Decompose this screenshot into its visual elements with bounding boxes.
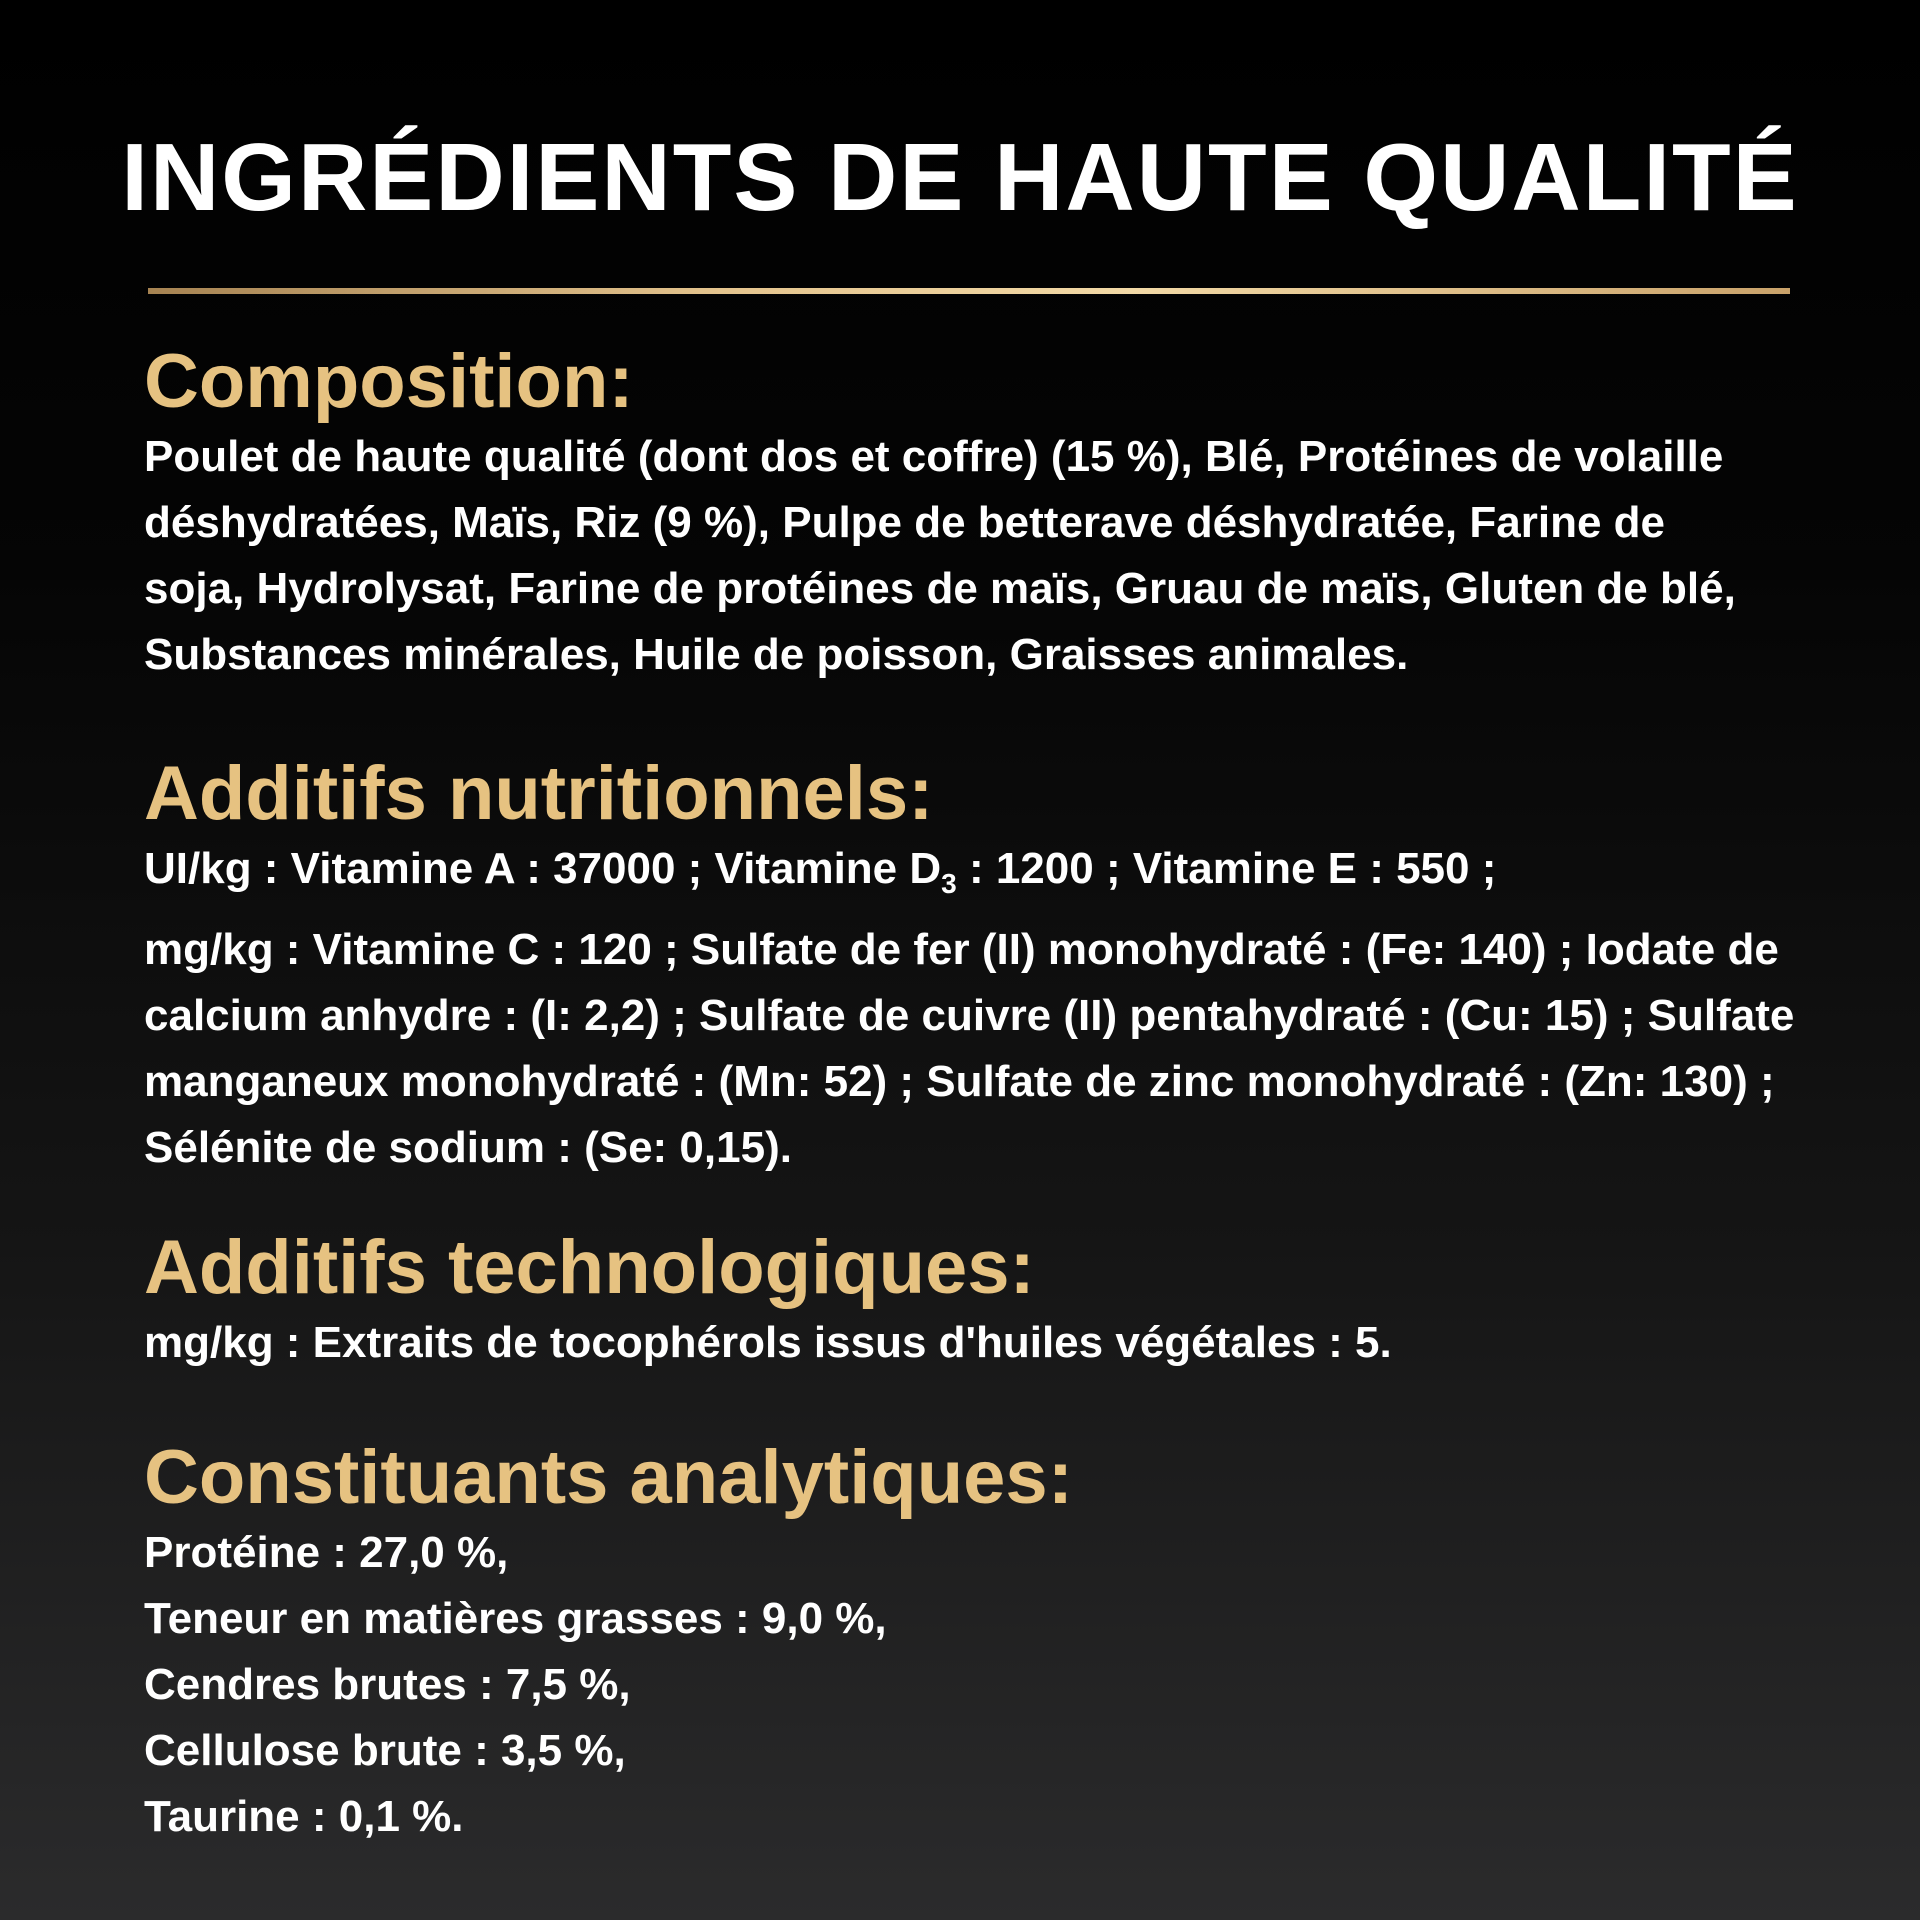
- constituent-fibre: Cellulose brute : 3,5 %,: [144, 1725, 626, 1775]
- constituent-ash: Cendres brutes : 7,5 %,: [144, 1659, 631, 1709]
- composition-text: [144, 424, 1794, 688]
- composition-line: Substances minérales, Huile de poisson, Graisses animales.: [144, 629, 1409, 679]
- vitamin-d-subscript: 3: [941, 867, 957, 899]
- nutritional-additives-line: calcium anhydre : (I: 2,2) ; Sulfate de cuivre (II) pentahydraté : (Cu: 15) ; Sulfate: [144, 990, 1795, 1040]
- nutritional-additives-heading: Additifs nutritionnels:: [144, 751, 934, 836]
- vitamins-text-b: : 1200 ; Vitamine E : 550 ;: [956, 843, 1497, 893]
- composition-line: déshydratées, Maïs, Riz (9 %), Pulpe de betterave déshydratée, Farine de: [144, 497, 1665, 547]
- technological-additives-section: [144, 1226, 1794, 1376]
- nutritional-additives-line: manganeux monohydraté : (Mn: 52) ; Sulfate de zinc monohydraté : (Zn: 130) ;: [144, 1056, 1775, 1106]
- technological-additives-text: [144, 1310, 1794, 1376]
- nutritional-additives-line: mg/kg : Vitamine C : 120 ; Sulfate de fer (II) monohydraté : (Fe: 140) ; Iodate de: [144, 924, 1779, 974]
- constituent-fat: Teneur en matières grasses : 9,0 %,: [144, 1593, 887, 1643]
- vitamins-line: [144, 836, 1794, 917]
- vitamins-text-a: UI/kg : Vitamine A : 37000 ; Vitamine D: [144, 843, 942, 893]
- nutritional-additives-line: Sélénite de sodium : (Se: 0,15).: [144, 1122, 792, 1172]
- technological-additives-line: mg/kg : Extraits de tocophérols issus d'huiles végétales : 5.: [144, 1317, 1392, 1367]
- nutritional-additives-text: [144, 836, 1794, 1181]
- analytical-constituents-section: [144, 1436, 1794, 1850]
- analytical-constituents-list: [144, 1520, 1794, 1850]
- analytical-constituents-heading: Constituants analytiques:: [144, 1435, 1073, 1520]
- technological-additives-heading: Additifs technologiques:: [144, 1225, 1035, 1310]
- gold-divider: [148, 288, 1790, 294]
- composition-heading: Composition:: [144, 339, 634, 424]
- constituent-protein: Protéine : 27,0 %,: [144, 1527, 509, 1577]
- composition-line: Poulet de haute qualité (dont dos et coffre) (15 %), Blé, Protéines de volaille: [144, 431, 1724, 481]
- page-title: INGRÉDIENTS DE HAUTE QUALITÉ: [121, 124, 1799, 231]
- constituent-taurine: Taurine : 0,1 %.: [144, 1791, 464, 1841]
- composition-line: soja, Hydrolysat, Farine de protéines de maïs, Gruau de maïs, Gluten de blé,: [144, 563, 1736, 613]
- composition-section: [144, 340, 1794, 688]
- nutritional-additives-section: [144, 752, 1794, 1181]
